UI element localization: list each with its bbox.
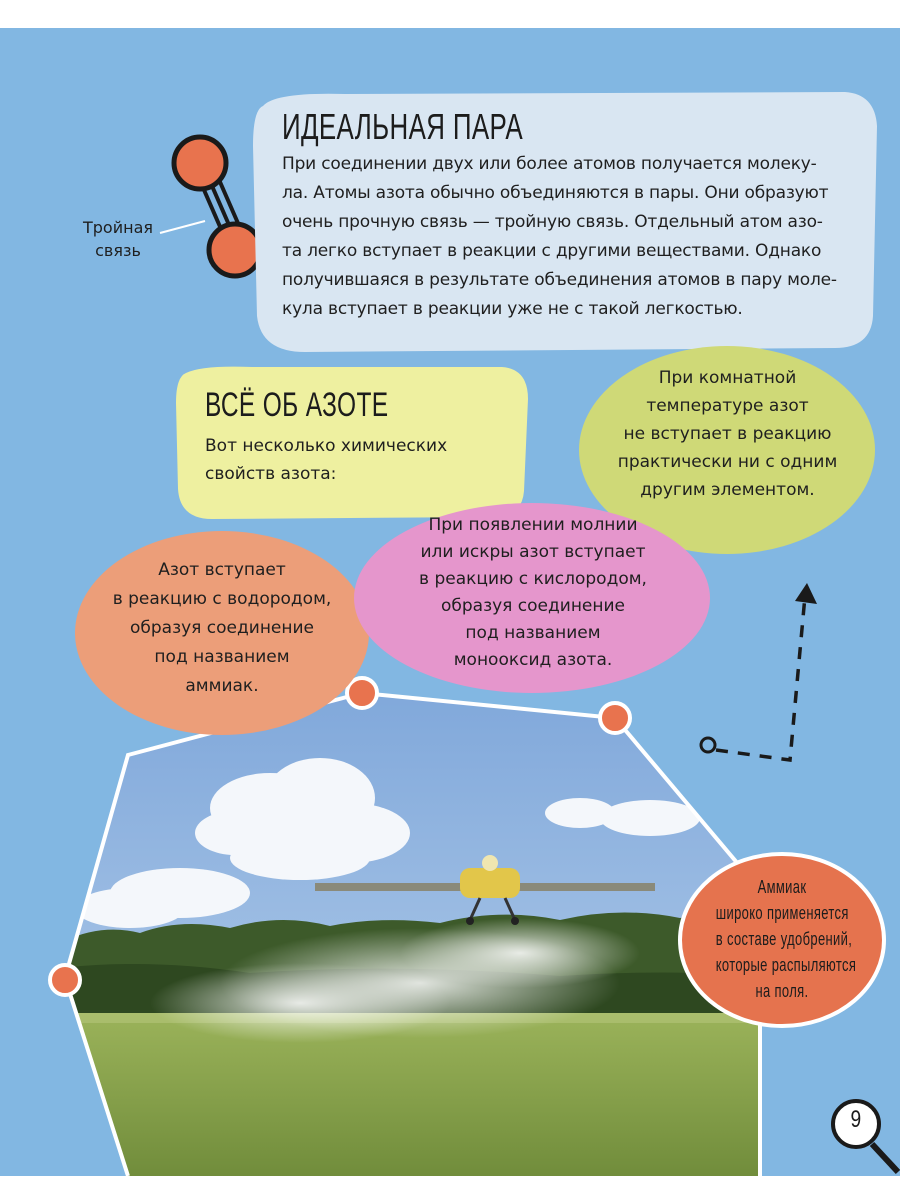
about-nitrogen-text [205,432,447,488]
lightning-line: образуя соединение [440,596,626,616]
dashed-arrow-icon [701,583,817,760]
hydrogen-line: в реакцию с водородом, [112,589,332,609]
ideal-pair-line: кула вступает в реакции уже не с такой легкостью. [282,299,743,319]
hydrogen-line: образуя соединение [129,618,315,638]
about-nitrogen-title: ВСЁ ОБ АЗОТЕ [205,386,389,424]
ammonia-line: которые распыляются [715,955,857,975]
room-temp-text [595,364,860,504]
room-temp-line: При комнатной [658,368,797,388]
hydrogen-line: под названием [154,647,290,667]
room-temp-line: практически ни с одним [617,452,838,472]
ideal-pair-line: очень прочную связь — тройную связь. Отдельный атом азо- [282,212,823,232]
page-number: 9 [850,1106,862,1133]
ideal-pair-line: При соединении двух или более атомов получается молеку- [282,154,817,174]
lightning-line: в реакцию с кислородом, [419,569,647,589]
room-temp-line: другим элементом. [640,480,815,500]
ammonia-line: на поля. [755,981,809,1001]
lightning-line: или искры азот вступает [420,542,646,562]
ideal-pair-line: та легко вступает в реакции с другими веществами. Однако [282,241,822,261]
hydrogen-text [82,556,362,701]
page-background [0,28,900,1176]
ideal-pair-title: ИДЕАЛЬНАЯ ПАРА [282,106,524,147]
ideal-pair-text [282,150,862,324]
ammonia-line: в составе удобрений, [715,929,853,949]
room-temp-line: не вступает в реакцию [623,424,832,444]
hydrogen-line: аммиак. [185,676,259,696]
ammonia-line: Аммиак [757,877,807,897]
about-nitrogen-line: свойств азота: [205,464,337,484]
room-temp-line: температуре азот [646,396,809,416]
ammonia-line: широко применяется [715,903,849,923]
lightning-line: При появлении молнии [428,515,638,535]
triple-bond-label: Тройная связь [82,218,153,260]
lightning-text [372,512,694,674]
hydrogen-line: Азот вступает [158,560,286,580]
lightning-line: под названием [465,623,601,643]
lightning-line: монооксид азота. [453,650,613,670]
ideal-pair-line: получившаяся в результате объединения атомов в пару моле- [282,270,837,290]
about-nitrogen-line: Вот несколько химических [205,436,448,456]
ideal-pair-line: ла. Атомы азота обычно объединяются в пары. Они образуют [282,183,829,203]
ammonia-text [690,874,874,1004]
